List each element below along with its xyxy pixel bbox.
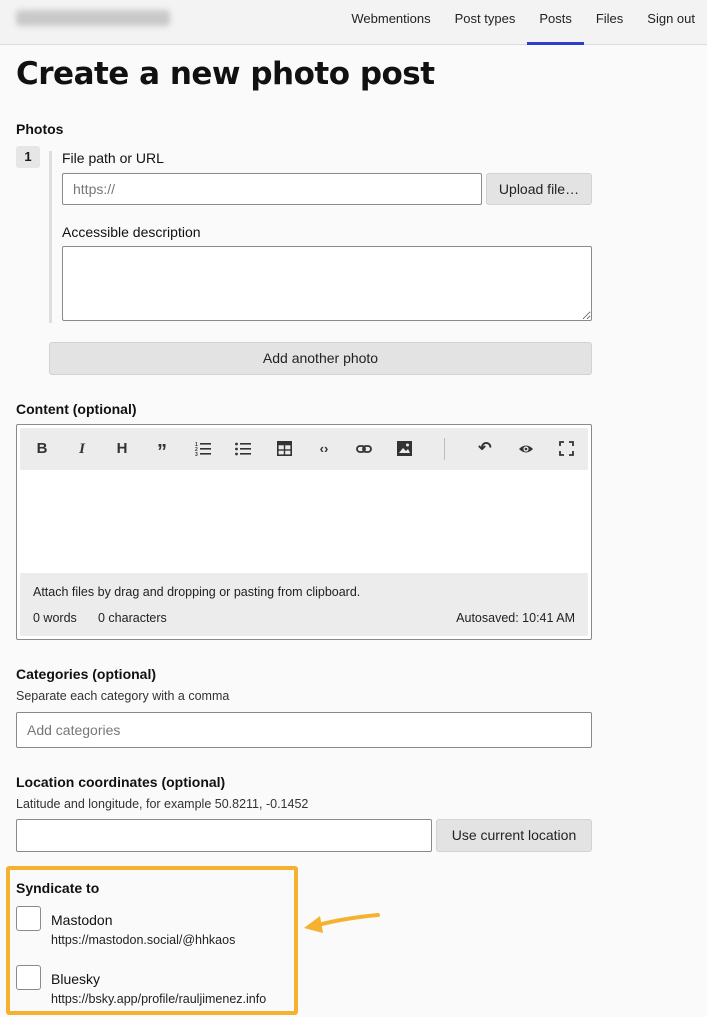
editor-toolbar	[20, 428, 588, 470]
upload-file-button[interactable]: Upload file…	[486, 173, 592, 205]
use-current-location-button[interactable]: Use current location	[436, 819, 592, 852]
bluesky-checkbox[interactable]	[16, 965, 41, 990]
main-nav	[339, 0, 707, 45]
svg-text:3: 3	[195, 452, 198, 457]
nav-webmentions[interactable]: Webmentions	[351, 11, 431, 26]
content-label: Content (optional)	[16, 401, 137, 417]
accessible-description-input[interactable]	[62, 246, 592, 321]
editor-statusbar	[20, 573, 588, 636]
fullscreen-icon[interactable]	[556, 439, 576, 459]
nav-files[interactable]: Files	[595, 11, 624, 26]
arrow-annotation-icon	[300, 905, 384, 935]
mastodon-checkbox[interactable]	[16, 906, 41, 931]
top-bar	[0, 0, 707, 45]
quote-icon[interactable]: ”	[157, 441, 167, 463]
code-icon[interactable]: ‹›	[319, 441, 329, 456]
location-input[interactable]	[16, 819, 432, 852]
nav-sign-out[interactable]: Sign out	[647, 11, 695, 26]
site-name[interactable]	[16, 10, 170, 26]
bluesky-url: https://bsky.app/profile/rauljimenez.info	[51, 992, 267, 1006]
syndicate-label: Syndicate to	[16, 880, 100, 896]
file-path-label: File path or URL	[62, 150, 164, 166]
bold-icon[interactable]: B	[36, 440, 48, 457]
page-title: Create a new photo post	[16, 56, 435, 92]
table-icon[interactable]	[274, 439, 294, 459]
categories-hint: Separate each category with a comma	[16, 689, 230, 703]
svg-text:2: 2	[195, 447, 198, 453]
link-icon[interactable]	[354, 439, 374, 459]
preview-icon[interactable]	[516, 439, 536, 459]
photo-item-rail	[49, 151, 52, 323]
image-icon[interactable]	[394, 439, 414, 459]
mastodon-url: https://mastodon.social/@hhkaos	[51, 933, 236, 947]
location-label: Location coordinates (optional)	[16, 774, 226, 790]
autosave-status: Autosaved: 10:41 AM	[456, 611, 575, 625]
attach-hint: Attach files by drag and dropping or pasting from clipboard.	[33, 585, 361, 599]
mastodon-name: Mastodon	[51, 912, 113, 928]
nav-posts[interactable]: Posts	[527, 0, 584, 45]
nav-post-types[interactable]: Post types	[454, 11, 516, 26]
categories-input[interactable]	[16, 712, 592, 748]
content-editor[interactable]	[16, 424, 592, 640]
svg-text:1: 1	[195, 442, 198, 448]
character-count: 0 characters	[98, 611, 167, 625]
photo-number: 1	[16, 146, 40, 168]
unordered-list-icon[interactable]	[233, 439, 253, 459]
photos-label: Photos	[16, 121, 64, 137]
undo-icon[interactable]: ↶	[478, 440, 492, 457]
toolbar-separator	[444, 438, 445, 460]
location-hint: Latitude and longitude, for example 50.8211, -0.1452	[16, 797, 309, 811]
add-another-photo-button[interactable]: Add another photo	[49, 342, 592, 375]
ordered-list-icon[interactable]	[193, 439, 213, 459]
categories-label: Categories (optional)	[16, 666, 157, 682]
heading-icon[interactable]: H	[116, 440, 128, 457]
accessible-description-label: Accessible description	[62, 224, 201, 240]
file-path-input[interactable]	[62, 173, 482, 205]
word-count: 0 words	[33, 611, 77, 625]
bluesky-name: Bluesky	[51, 971, 101, 987]
italic-icon[interactable]: I	[79, 441, 85, 457]
